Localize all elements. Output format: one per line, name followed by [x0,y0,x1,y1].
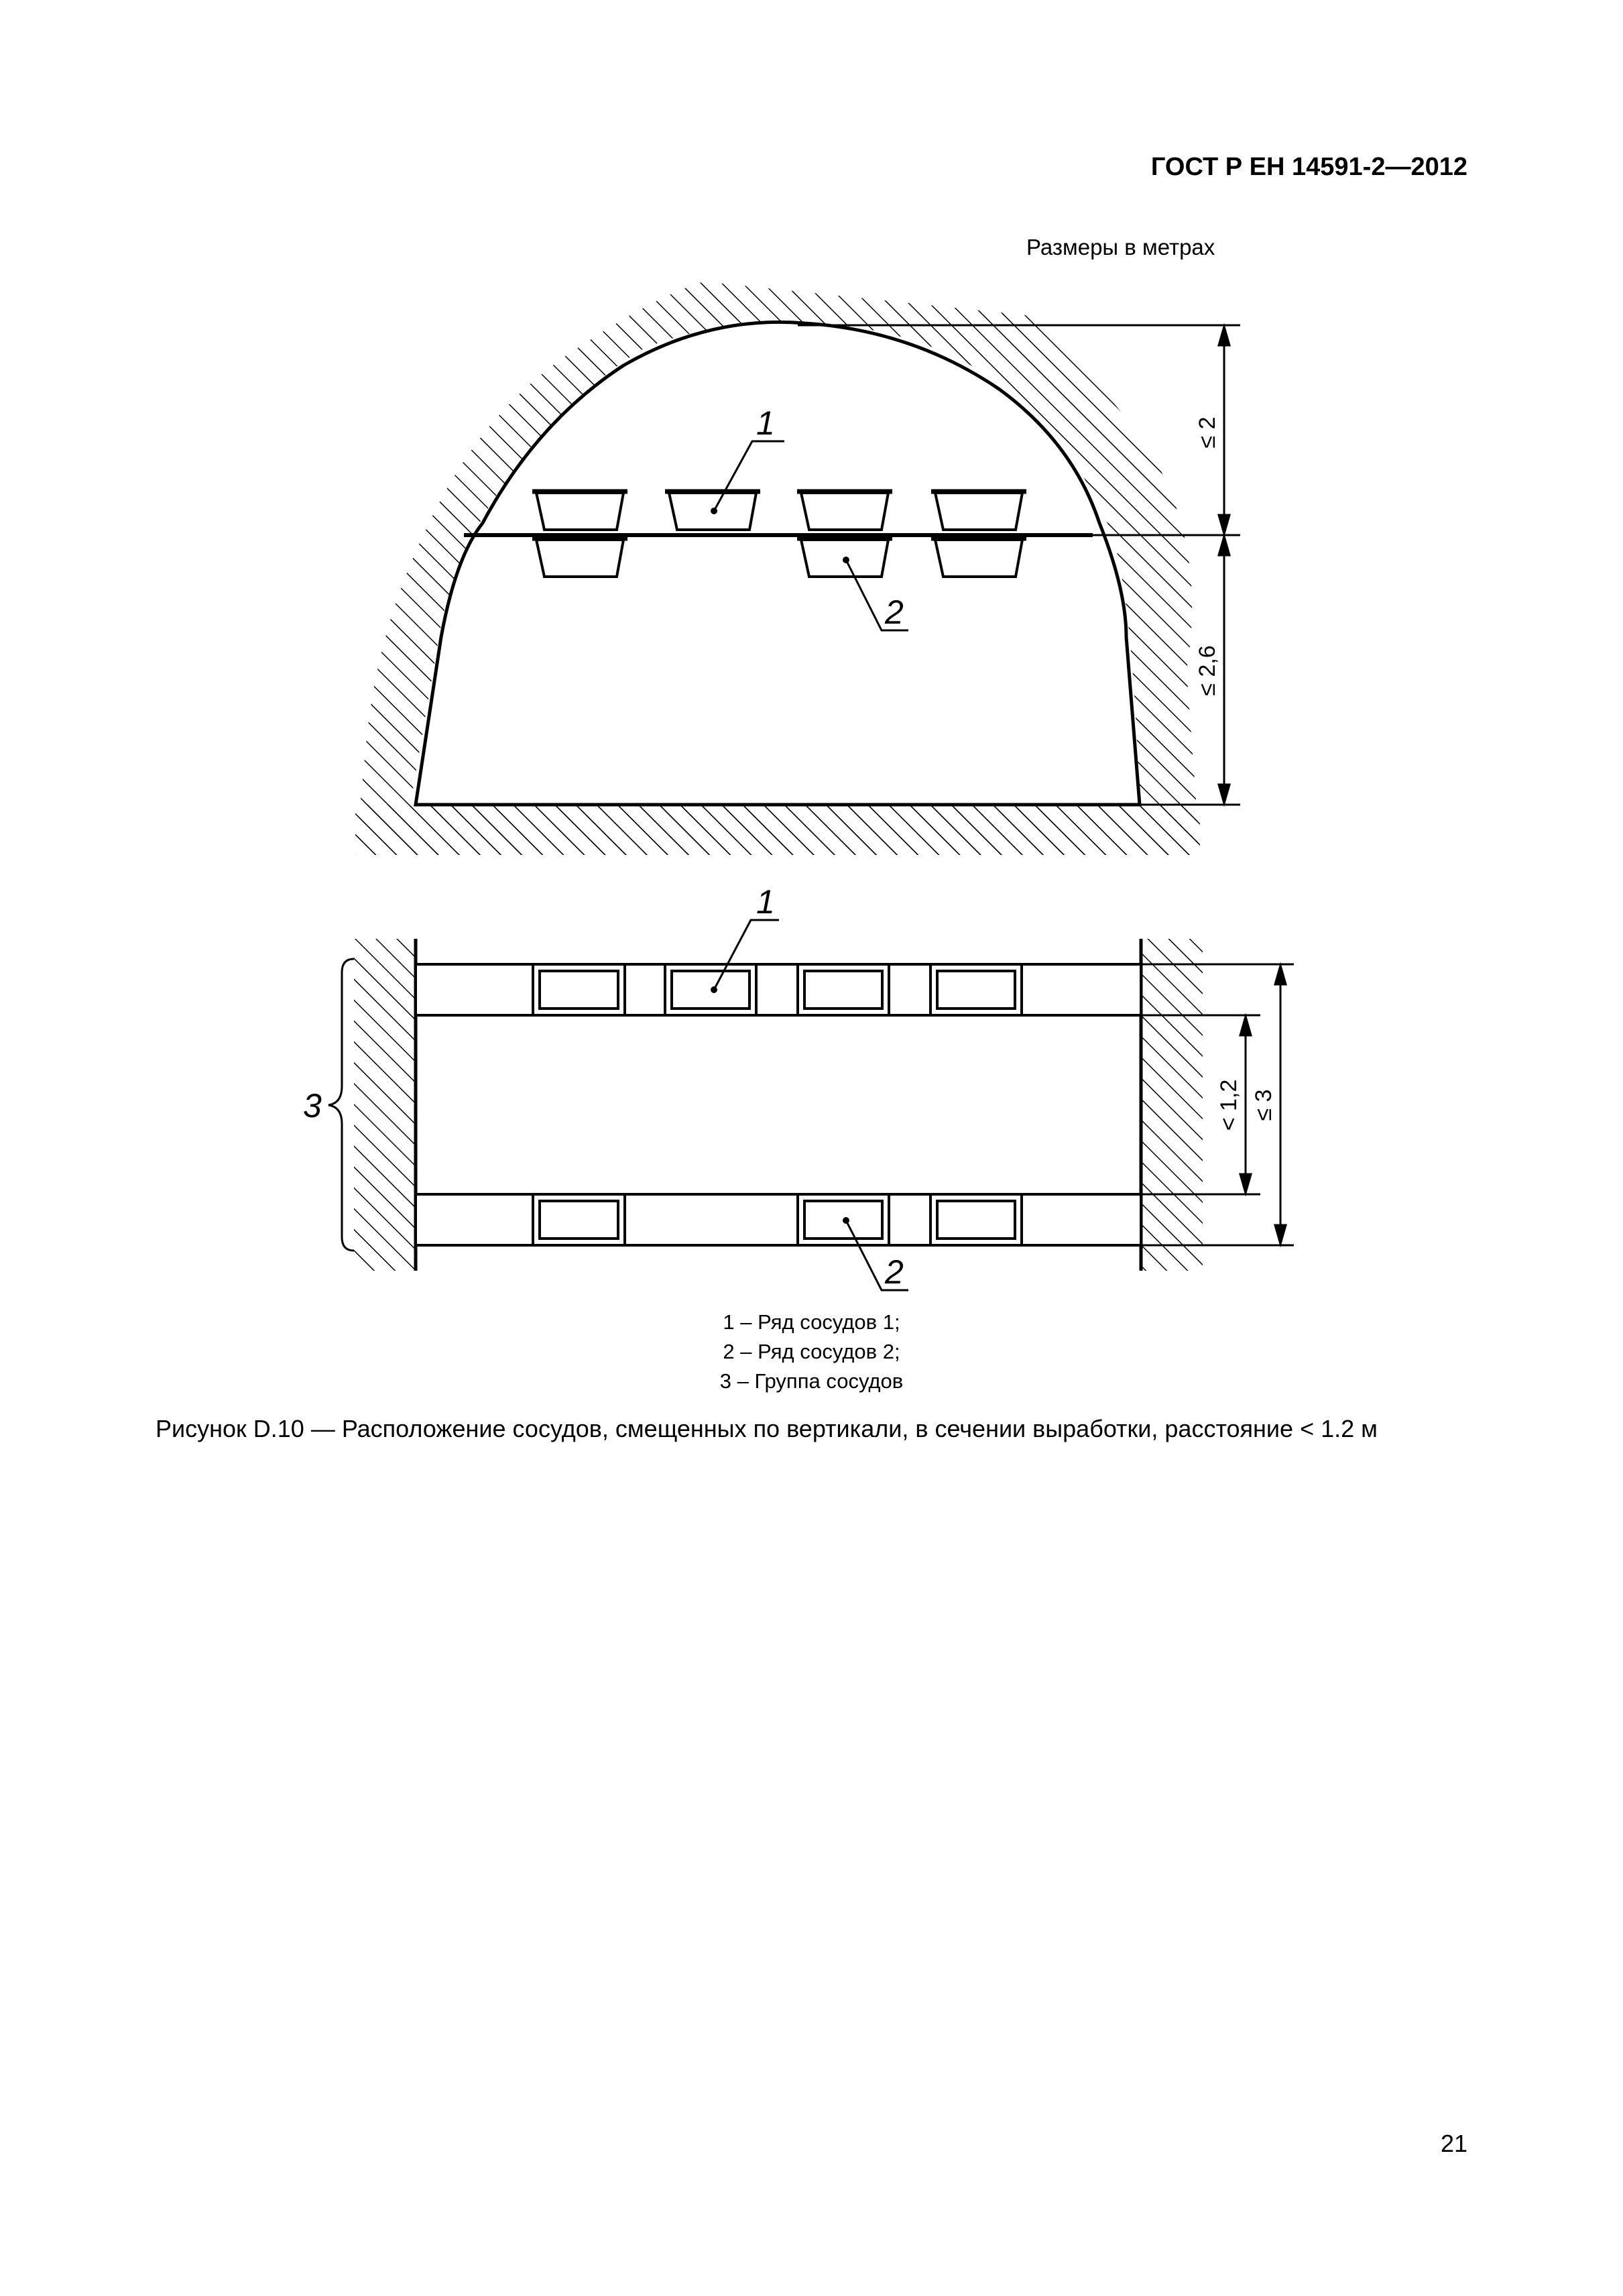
plan-view [303,883,1294,1291]
dim-row-spacing: < 1,2 [1216,1079,1242,1131]
label-1-top: 1 [756,404,775,442]
floor-hatching [355,805,1200,855]
vessel-row-2-plan [416,1194,1141,1245]
dim-lower-height: ≤ 2,6 [1195,645,1220,696]
vessel [540,1201,618,1239]
vessel [804,971,882,1009]
vessel [937,1201,1015,1239]
units-note: Размеры в метрах [1026,235,1215,260]
vessel [937,971,1015,1009]
vessel [935,540,1022,577]
dim-group-width: ≤ 3 [1251,1089,1276,1121]
figure-caption: Рисунок D.10 — Расположение сосудов, смещенных по вертикали, в сечении выработки, расстояние < 1.2 м [156,1415,1378,1442]
left-wall-hatching [354,939,416,1271]
vessel [935,493,1022,530]
label-2-plan: 2 [885,1253,904,1291]
page-number: 21 [1440,2130,1467,2157]
right-wall-hatching [1141,939,1203,1271]
tunnel-section [355,282,1240,855]
group-brace [303,959,354,1251]
figure-legend [0,1308,1623,1396]
vessel [536,493,623,530]
label-2-top: 2 [885,593,904,631]
legend-item: 3 – Группа сосудов [719,1369,904,1393]
legend-item: 2 – Ряд сосудов 2; [723,1340,900,1363]
vessel [536,540,623,577]
dim-upper-clearance: ≤ 2 [1195,416,1220,449]
vessel [801,493,888,530]
label-3-group: 3 [303,1087,322,1125]
label-1-plan: 1 [756,883,775,921]
vessel [540,971,618,1009]
vessel-row-1-plan [416,964,1141,1015]
legend-item: 1 – Ряд сосудов 1; [723,1310,900,1334]
document-header: ГОСТ Р ЕН 14591-2—2012 [1150,153,1467,181]
